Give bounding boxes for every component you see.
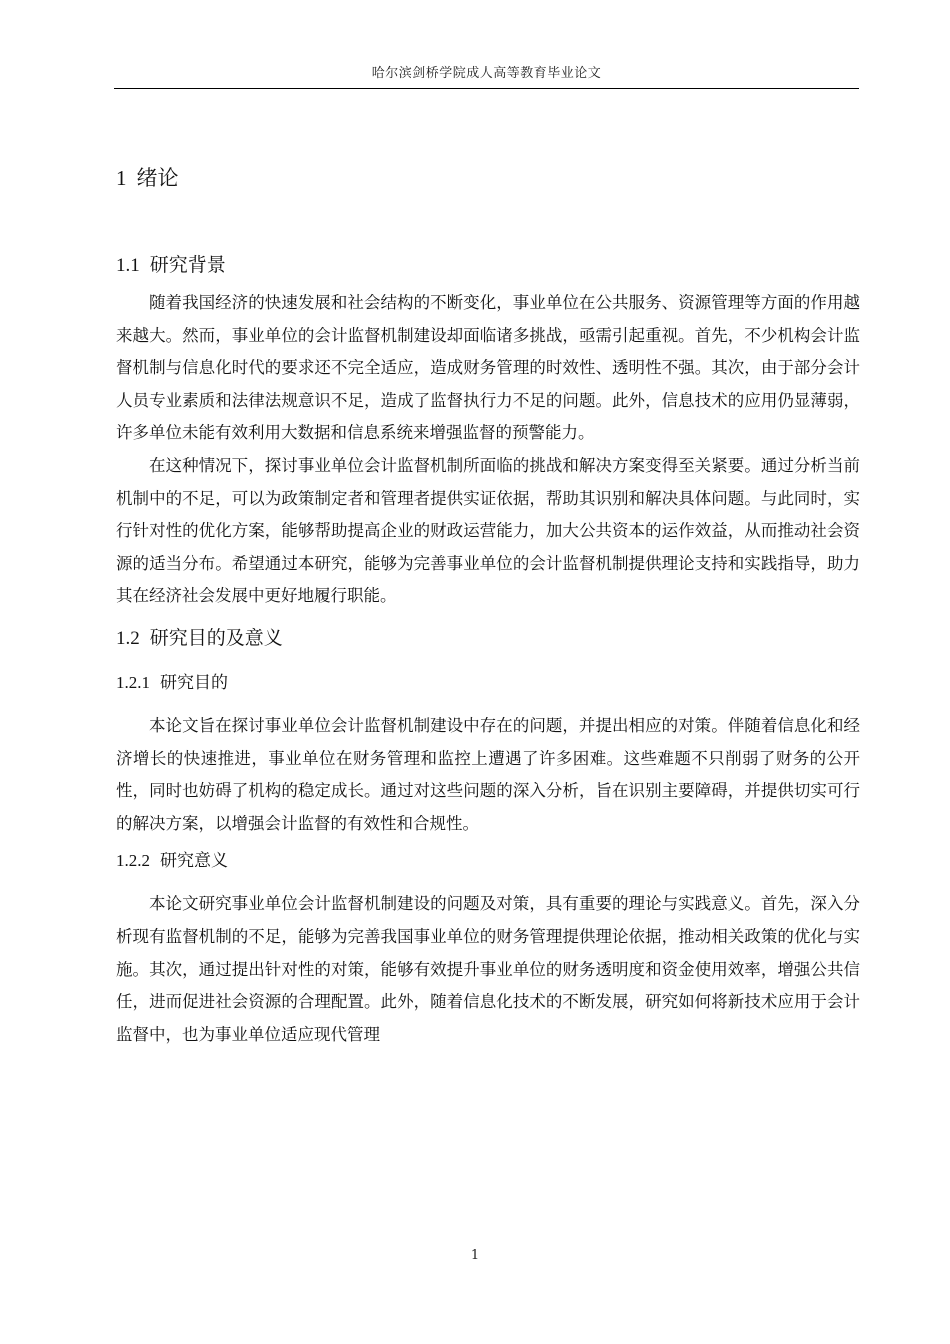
- subsection-number: 1.2.2: [116, 851, 150, 871]
- subsection-heading-1-2-1: [116, 668, 860, 698]
- section-title: 研究目的及意义: [149, 626, 283, 649]
- subsection-title: 研究目的: [160, 672, 228, 693]
- chapter-title: 绪论: [136, 166, 179, 190]
- page-body: [116, 158, 860, 1051]
- header-rule: [114, 88, 859, 89]
- section-number: 1.2: [116, 627, 140, 649]
- subsection-heading-1-2-2: [116, 846, 860, 876]
- paragraph: 随着我国经济的快速发展和社会结构的不断变化，事业单位在公共服务、资源管理等方面的作用越来越大。然而，事业单位的会计监督机制建设却面临诸多挑战，亟需引起重视。首先，不少机构会计监督机制与信息化时代的要求还不完全适应，造成财务管理的时效性、透明性不强。其次，由于部分会计人员专业素质和法律法规意识不足，造成了监督执行力不足的问题。此外，信息技术的应用仍显薄弱，许多单位未能有效利用大数据和信息系统来增强监督的预警能力。: [116, 293, 860, 443]
- section-title: 研究背景: [149, 254, 226, 276]
- subsection-number: 1.2.1: [116, 672, 150, 692]
- page-number: 1: [470, 1248, 480, 1263]
- section-heading-1-2: [116, 623, 860, 654]
- paragraph: 本论文旨在探讨事业单位会计监督机制建设中存在的问题，并提出相应的对策。伴随着信息化和经济增长的快速推进，事业单位在财务管理和监控上遭遇了许多困难。这些难题不只削弱了财务的公开性，同时也妨碍了机构的稳定成长。通过对这些问题的深入分析，旨在识别主要障碍，并提供切实可行的解决方案，以增强会计监督的有效性和合规性。: [116, 715, 860, 833]
- running-header: 哈尔滨剑桥学院成人高等教育毕业论文: [371, 66, 602, 81]
- paragraph: 本论文研究事业单位会计监督机制建设的问题及对策，具有重要的理论与实践意义。首先，深入分析现有监督机制的不足，能够为完善我国事业单位的财务管理提供理论依据，推动相关政策的优化与实施。其次，通过提出针对性的对策，能够有效提升事业单位的财务透明度和资金使用效率，增强公共信任，进而促进社会资源的合理配置。此外，随着信息化技术的不断发展，研究如何将新技术应用于会计监督中，也为事业单位适应现代管理: [116, 894, 860, 1044]
- paragraph: 在这种情况下，探讨事业单位会计监督机制所面临的挑战和解决方案变得至关紧要。通过分析当前机制中的不足，可以为政策制定者和管理者提供实证依据，帮助其识别和解决具体问题。与此同时，实行针对性的优化方案，能够帮助提高企业的财政运营能力，加大公共资本的运作效益，从而推动社会资源的适当分布。希望通过本研究，能够为完善事业单位的会计监督机制提供理论支持和实践指导，助力其在经济社会发展中更好地履行职能。: [116, 455, 860, 606]
- section-heading-1-1: [116, 250, 860, 281]
- chapter-heading: [116, 158, 860, 198]
- subsection-title: 研究意义: [160, 851, 228, 872]
- chapter-number: 1: [116, 166, 127, 190]
- section-number: 1.1: [116, 255, 140, 276]
